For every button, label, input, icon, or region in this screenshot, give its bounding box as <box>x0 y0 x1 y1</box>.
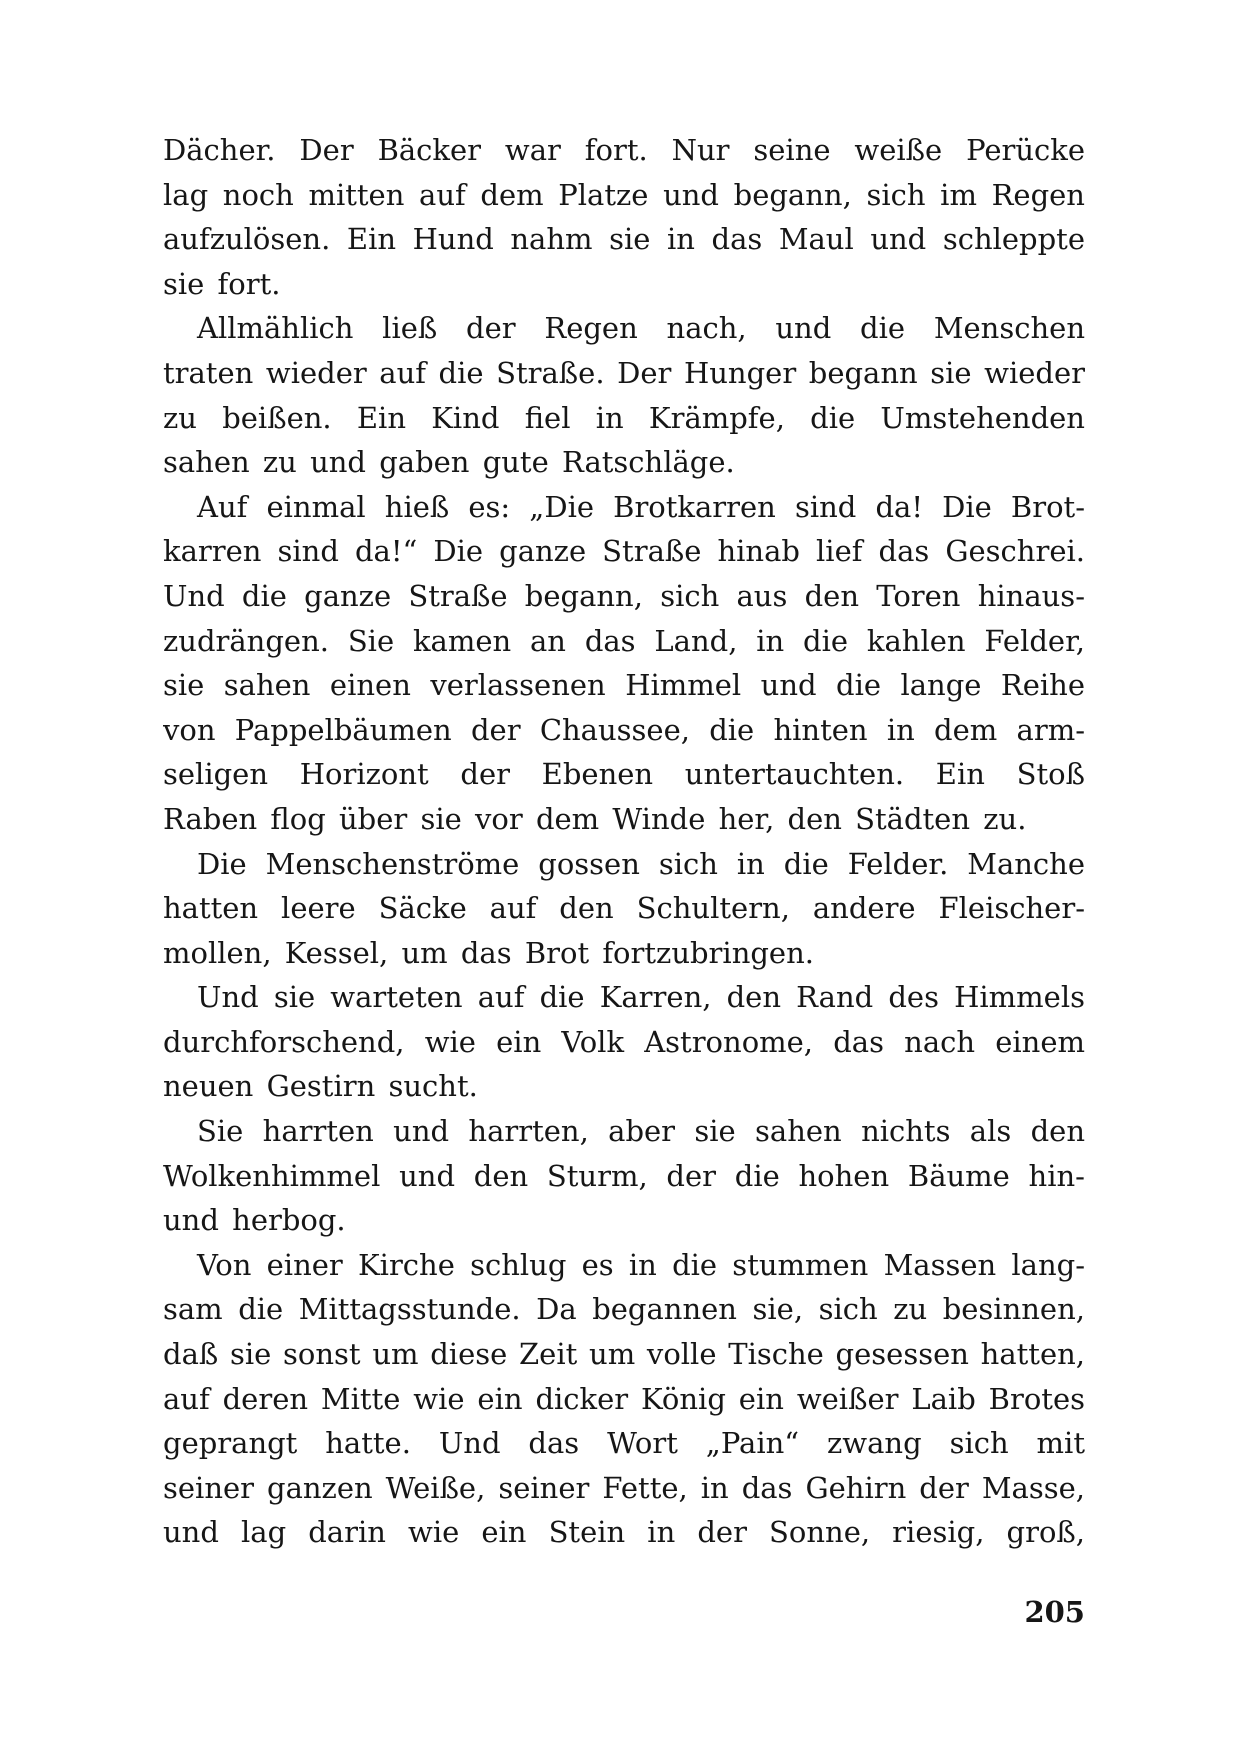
text-line: Sie harrten und harrten, aber sie sahen nichts als den <box>197 1114 1085 1149</box>
text-line: karren sind da!“ Die ganze Straße hinab lief das Geschrei. <box>163 534 1085 569</box>
text-line: geprangt hatte. Und das Wort „Pain“ zwang sich mit <box>163 1426 1085 1461</box>
text-line: Wolkenhimmel und den Sturm, der die hohen Bäume hin- <box>163 1158 1085 1193</box>
paragraph-6 <box>163 1109 1085 1243</box>
text-line: Und die ganze Straße begann, sich aus den Toren hinaus- <box>163 578 1085 613</box>
text-line: Und sie warteten auf die Karren, den Rand des Himmels <box>197 980 1085 1015</box>
text-line: sie fort. <box>163 266 281 301</box>
text-line: sam die Mittagsstunde. Da begannen sie, sich zu besinnen, <box>163 1292 1085 1327</box>
text-line: Allmählich ließ der Regen nach, und die Menschen <box>197 311 1085 346</box>
text-line: aufzulösen. Ein Hund nahm sie in das Maul und schleppte <box>163 222 1085 257</box>
paragraph-3 <box>163 485 1085 842</box>
page-number: 205 <box>1024 1595 1085 1629</box>
body-text <box>163 128 1085 1555</box>
text-line: lag noch mitten auf dem Platze und begann, sich im Regen <box>163 177 1085 212</box>
text-line: hatten leere Säcke auf den Schultern, andere Fleischer- <box>163 891 1085 926</box>
paragraph-2 <box>163 306 1085 484</box>
text-line: mollen, Kessel, um das Brot fortzubringen. <box>163 935 814 970</box>
text-line: und herbog. <box>163 1203 346 1238</box>
text-line: zu beißen. Ein Kind fiel in Krämpfe, die Umstehenden <box>163 400 1085 435</box>
text-line: sahen zu und gaben gute Ratschläge. <box>163 445 735 480</box>
text-line: seligen Horizont der Ebenen untertauchten. Ein Stoß <box>163 757 1085 792</box>
text-line: sie sahen einen verlassenen Himmel und die lange Reihe <box>163 668 1085 703</box>
text-line: neuen Gestirn sucht. <box>163 1069 478 1104</box>
text-line: auf deren Mitte wie ein dicker König ein weißer Laib Brotes <box>163 1381 1085 1416</box>
paragraph-4 <box>163 842 1085 976</box>
paragraph-5 <box>163 975 1085 1109</box>
paragraph-1 <box>163 128 1085 306</box>
text-line: durchforschend, wie ein Volk Astronome, das nach einem <box>163 1024 1085 1059</box>
text-line: Die Menschenströme gossen sich in die Felder. Manche <box>197 846 1085 881</box>
text-line: Auf einmal hieß es: „Die Brotkarren sind da! Die Brot- <box>197 489 1085 524</box>
text-line: von Pappelbäumen der Chaussee, die hinten in dem arm- <box>163 712 1085 747</box>
text-line: zudrängen. Sie kamen an das Land, in die kahlen Felder, <box>163 623 1085 658</box>
text-line: Raben flog über sie vor dem Winde her, den Städten zu. <box>163 801 1027 836</box>
text-line: seiner ganzen Weiße, seiner Fette, in das Gehirn der Masse, <box>163 1470 1085 1505</box>
text-line: traten wieder auf die Straße. Der Hunger begann sie wieder <box>163 355 1085 390</box>
paragraph-7 <box>163 1243 1085 1555</box>
text-line: daß sie sonst um diese Zeit um volle Tische gesessen hatten, <box>163 1337 1085 1372</box>
text-line: und lag darin wie ein Stein in der Sonne, riesig, groß, <box>163 1515 1085 1550</box>
text-line: Von einer Kirche schlug es in die stummen Massen lang- <box>197 1247 1085 1282</box>
text-line: Dächer. Der Bäcker war fort. Nur seine weiße Perücke <box>163 133 1085 167</box>
